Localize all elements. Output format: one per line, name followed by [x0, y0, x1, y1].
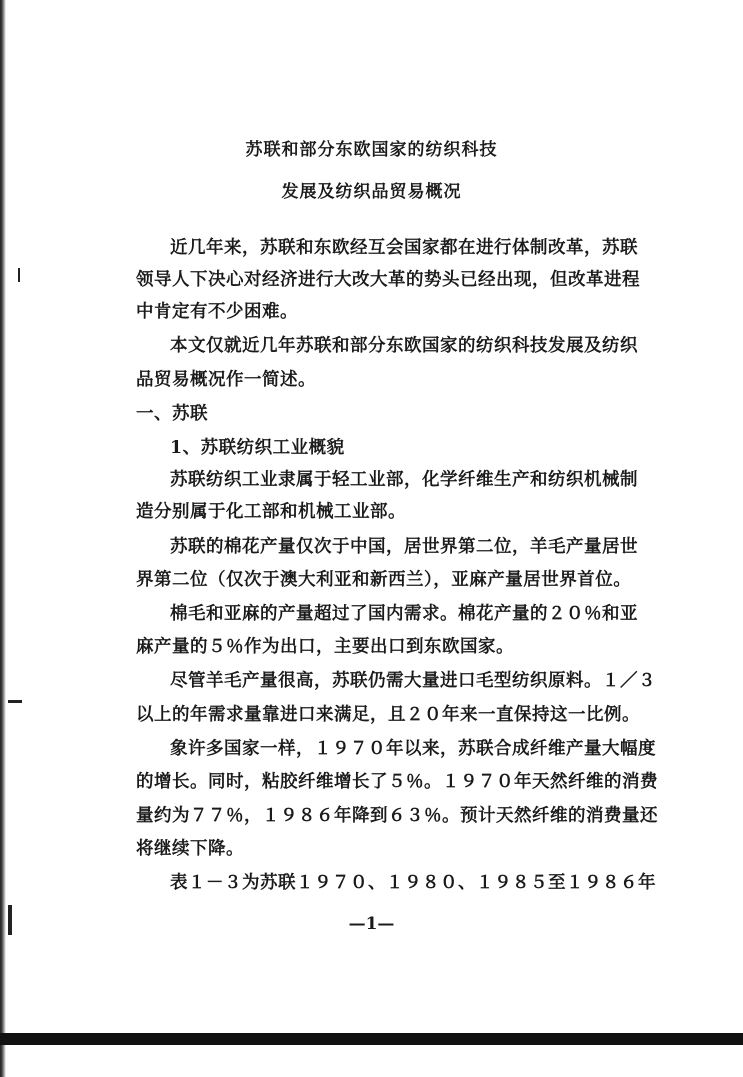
- document-title-line-1: 苏联和部分东欧国家的纺织科技: [245, 140, 498, 160]
- text-line: 造分别属于化工部和机械工业部。: [136, 502, 406, 522]
- text-line: 品贸易概况作一简述。: [136, 370, 316, 390]
- text-line: 象许多国家一样，１９７０年以来，苏联合成纤维产量大幅度: [170, 739, 656, 759]
- text-line: 领导人下决心对经济进行大改大革的势头已经出现，但改革进程: [136, 270, 640, 290]
- text-line: 中肯定有不少困难。: [136, 302, 298, 322]
- subsection-heading: 1、苏联纺织工业概貌: [170, 438, 345, 458]
- text-line: 苏联的棉花产量仅次于中国，居世界第二位，羊毛产量居世: [170, 537, 638, 557]
- page-number: —1—: [348, 914, 395, 934]
- text-line: 将继续下降。: [136, 839, 244, 859]
- text-line: 尽管羊毛产量很高，苏联仍需大量进口毛型纺织原料。１／３: [170, 671, 656, 691]
- text-line: 界第二位（仅次于澳大利亚和新西兰），亚麻产量居世界首位。: [136, 570, 632, 590]
- text-line: 以上的年需求量靠进口来满足，且２０年来一直保持这一比例。: [136, 705, 640, 725]
- text-line: 近几年来，苏联和东欧经互会国家都在进行体制改革，苏联: [170, 238, 638, 258]
- text-line: 的增长。同时，粘胶纤维增长了５％。１９７０年天然纤维的消费: [136, 772, 658, 792]
- text-line: 麻产量的５％作为出口，主要出口到东欧国家。: [136, 637, 514, 657]
- scan-mark: [18, 268, 20, 282]
- text-line: 量约为７７％，１９８６年降到６３％。预计天然纤维的消费量还: [136, 806, 658, 826]
- scan-mark: [8, 700, 22, 703]
- text-line: 苏联纺织工业隶属于轻工业部，化学纤维生产和纺织机械制: [170, 470, 638, 490]
- section-heading: 一、苏联: [136, 404, 208, 424]
- text-line: 棉毛和亚麻的产量超过了国内需求。棉花产量的２０％和亚: [170, 604, 638, 624]
- text-line: 表１－３为苏联１９７０、１９８０、１９８５至１９８６年: [170, 873, 656, 893]
- scan-bottom-edge: [0, 1033, 743, 1045]
- text-line: 本文仅就近几年苏联和部分东欧国家的纺织科技发展及纺织: [170, 336, 638, 356]
- document-title-line-2: 发展及纺织品贸易概况: [281, 182, 462, 202]
